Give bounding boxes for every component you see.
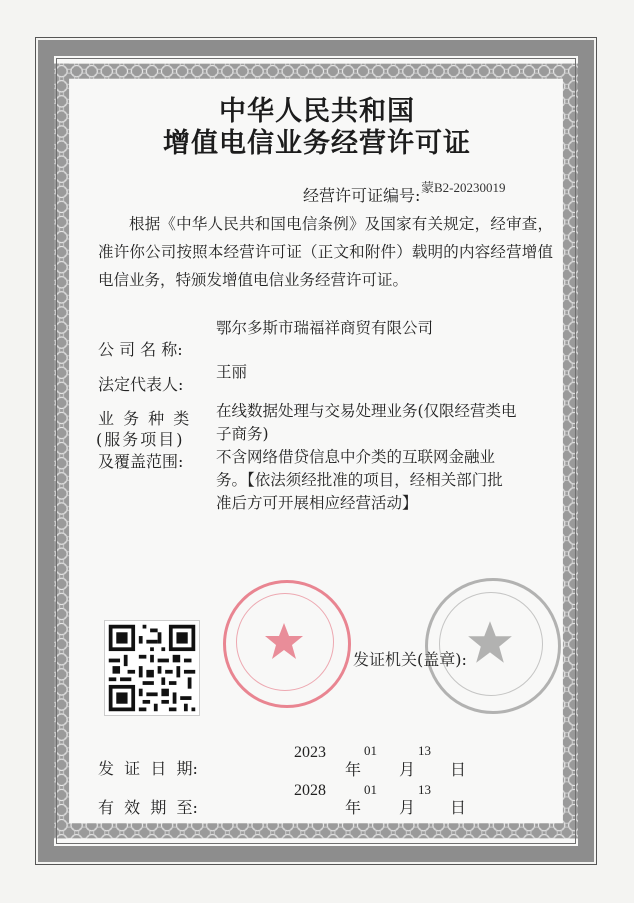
- intro-paragraph: 根据《中华人民共和国电信条例》及国家有关规定，经审查，准许你公司按照本经营许可证（正文和附件）载明的内容经营增值电信业务，特颁发增值电信业务经营许可证。: [98, 215, 553, 289]
- business-scope-line-3: 不含网络借贷信息中介类的互联网金融业: [216, 448, 496, 466]
- business-type-label-3: 及覆盖范围:: [98, 452, 184, 471]
- star-icon: [264, 621, 304, 661]
- valid-month-unit: 月: [399, 798, 416, 817]
- issuing-authority-label: 发证机关(盖章):: [353, 650, 467, 669]
- business-scope-line-1: 在线数据处理与交易处理业务(仅限经营类电: [216, 402, 517, 420]
- company-name-value: 鄂尔多斯市瑞福祥商贸有限公司: [216, 319, 434, 337]
- qr-code: [104, 620, 200, 716]
- business-scope-line-5: 准后方可开展相应经营活动】: [216, 494, 418, 512]
- legal-representative-label: 法定代表人:: [98, 375, 184, 394]
- issue-date-label: 发 证 日 期:: [98, 759, 198, 778]
- valid-day-unit: 日: [450, 798, 467, 817]
- valid-year: 2028: [294, 782, 326, 799]
- company-seal: [223, 580, 351, 708]
- issue-year: 2023: [294, 744, 326, 761]
- star-icon: [467, 619, 513, 665]
- valid-year-unit: 年: [345, 798, 362, 817]
- valid-day: 13: [418, 782, 431, 797]
- valid-month: 01: [364, 782, 377, 797]
- issuer-seal: [425, 578, 561, 714]
- issue-month-unit: 月: [399, 760, 416, 779]
- license-number-label: 经营许可证编号:: [303, 186, 421, 205]
- business-scope-line-4: 务。【依法须经批准的项目，经相关部门批: [216, 471, 503, 489]
- title-line-2: 增值电信业务经营许可证: [163, 128, 471, 159]
- issue-month: 01: [364, 743, 377, 758]
- valid-until-label: 有 效 期 至:: [98, 798, 198, 817]
- business-type-label-2: (服务项目): [96, 430, 185, 449]
- issue-day: 13: [418, 743, 431, 758]
- title-line-1: 中华人民共和国: [219, 96, 415, 127]
- business-scope-line-2: 子商务): [216, 425, 269, 443]
- issue-year-unit: 年: [345, 760, 362, 779]
- company-name-label: 公 司 名 称:: [98, 340, 183, 359]
- business-type-label-1: 业 务 种 类: [98, 409, 192, 428]
- issue-day-unit: 日: [450, 760, 467, 779]
- license-number: 蒙B2-20230019: [421, 180, 506, 195]
- legal-representative-value: 王丽: [216, 363, 248, 381]
